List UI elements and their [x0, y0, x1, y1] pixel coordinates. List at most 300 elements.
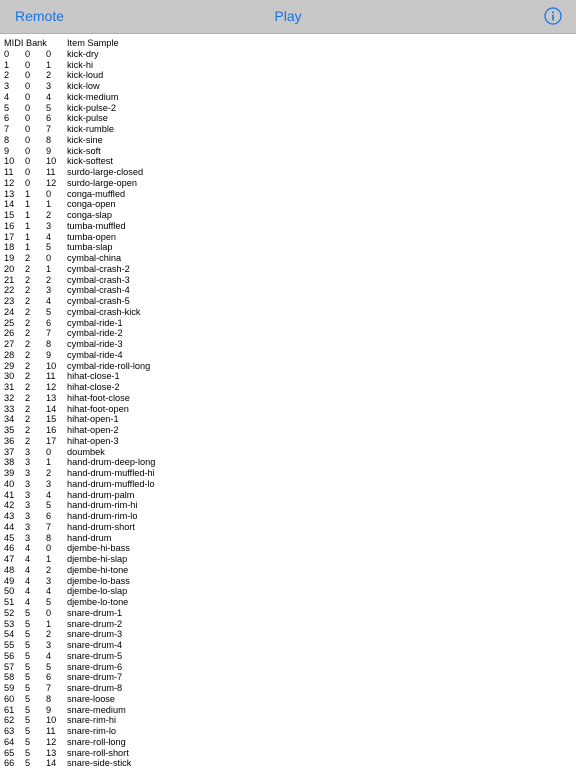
sample-cell: cymbal-crash-kick — [67, 306, 141, 317]
bank-cell: 0 — [25, 177, 31, 188]
sample-table — [0, 38, 576, 769]
sample-cell: kick-low — [67, 81, 100, 91]
table-row — [0, 339, 576, 350]
midi-cell: 46 — [4, 543, 15, 554]
midi-cell: 62 — [4, 715, 15, 726]
item-cell: 5 — [46, 661, 52, 672]
bank-cell: 4 — [25, 575, 31, 586]
table-row — [0, 672, 576, 683]
sample-cell: kick-pulse-2 — [67, 102, 117, 113]
bank-cell: 0 — [25, 124, 31, 134]
table-row — [0, 726, 576, 737]
table-row — [0, 60, 576, 71]
sample-cell: hand-drum-rim-lo — [67, 511, 138, 521]
item-cell: 2 — [46, 629, 52, 640]
table-row — [0, 307, 576, 318]
bank-cell: 0 — [25, 91, 31, 102]
bank-cell: 5 — [25, 629, 31, 640]
info-circle-icon[interactable] — [544, 7, 562, 25]
bank-cell: 0 — [25, 102, 31, 113]
bank-cell: 4 — [25, 597, 31, 607]
item-cell: 8 — [46, 693, 52, 704]
table-row — [0, 414, 576, 425]
table-row — [0, 221, 576, 232]
sample-cell: surdo-large-closed — [67, 167, 144, 177]
table-row — [0, 350, 576, 361]
sample-cell: conga-open — [67, 199, 116, 210]
sample-cell: kick-medium — [67, 91, 119, 102]
table-row — [0, 468, 576, 479]
sample-cell: doumbek — [67, 446, 105, 457]
midi-cell: 48 — [4, 564, 15, 575]
midi-cell: 6 — [4, 113, 10, 124]
sample-cell: cymbal-ride-roll-long — [67, 360, 151, 371]
table-row — [0, 210, 576, 221]
item-cell: 16 — [46, 425, 57, 435]
midi-cell: 8 — [4, 134, 10, 145]
bank-cell: 3 — [25, 489, 31, 500]
bank-cell: 1 — [25, 188, 31, 199]
bank-cell: 5 — [25, 747, 31, 758]
item-cell: 8 — [46, 134, 52, 145]
bank-cell: 2 — [25, 403, 31, 414]
table-row — [0, 511, 576, 522]
table-row — [0, 285, 576, 296]
table-row — [0, 758, 576, 769]
table-row — [0, 371, 576, 382]
item-cell: 0 — [46, 607, 52, 618]
midi-cell: 32 — [4, 392, 15, 403]
bank-cell: 3 — [25, 478, 31, 489]
bank-cell: 3 — [25, 521, 31, 532]
midi-cell: 11 — [4, 167, 14, 177]
item-cell: 4 — [46, 296, 52, 306]
sample-cell: snare-drum-8 — [67, 683, 123, 693]
bank-cell: 2 — [25, 296, 31, 306]
bank-cell: 3 — [25, 468, 31, 478]
table-rows — [0, 49, 576, 769]
midi-cell: 34 — [4, 414, 15, 425]
midi-cell: 10 — [4, 156, 15, 167]
midi-cell: 5 — [4, 102, 10, 113]
bank-cell: 1 — [25, 199, 31, 210]
item-cell: 0 — [46, 253, 52, 263]
midi-cell: 53 — [4, 618, 15, 629]
sample-cell: kick-softest — [67, 156, 113, 167]
midi-cell: 35 — [4, 425, 15, 435]
bank-cell: 5 — [25, 683, 31, 693]
table-row — [0, 103, 576, 114]
bank-cell: 5 — [25, 758, 31, 769]
midi-cell: 21 — [4, 274, 15, 285]
item-cell: 7 — [46, 328, 52, 339]
item-cell: 2 — [46, 274, 52, 285]
sample-cell: conga-muffled — [67, 188, 126, 199]
midi-cell: 17 — [4, 231, 15, 242]
sample-cell: cymbal-ride-2 — [67, 328, 123, 339]
table-row — [0, 275, 576, 286]
bank-cell: 2 — [25, 306, 31, 317]
sample-cell: snare-drum-6 — [67, 661, 123, 672]
sample-cell: hand-drum-deep-long — [67, 457, 156, 468]
table-row — [0, 425, 576, 436]
item-cell: 5 — [46, 242, 52, 253]
sample-cell: hihat-close-2 — [67, 382, 120, 392]
bank-cell: 5 — [25, 618, 31, 629]
table-row — [0, 436, 576, 447]
table-row — [0, 705, 576, 716]
item-cell: 12 — [46, 382, 57, 392]
table-row — [0, 189, 576, 200]
item-cell: 4 — [46, 586, 52, 597]
item-cell: 13 — [46, 392, 57, 403]
sample-cell: cymbal-ride-3 — [67, 339, 123, 349]
item-cell: 5 — [46, 306, 52, 317]
table-row — [0, 167, 576, 178]
table-row — [0, 135, 576, 146]
bank-cell: 3 — [25, 532, 31, 543]
midi-cell: 1 — [4, 59, 10, 70]
table-row — [0, 178, 576, 189]
navigation-bar — [0, 0, 576, 34]
table-row — [0, 404, 576, 415]
midi-cell: 18 — [4, 242, 15, 253]
bank-cell: 1 — [25, 231, 31, 242]
item-cell: 10 — [46, 715, 57, 726]
sample-cell: snare-drum-2 — [67, 618, 123, 629]
item-cell: 1 — [46, 263, 52, 274]
item-cell: 8 — [46, 532, 52, 543]
midi-cell: 66 — [4, 758, 15, 769]
table-row — [0, 253, 576, 264]
sample-cell: hihat-foot-open — [67, 403, 129, 414]
midi-cell: 49 — [4, 575, 15, 586]
table-row — [0, 242, 576, 253]
table-row — [0, 70, 576, 81]
item-cell: 5 — [46, 597, 52, 607]
bank-cell: 5 — [25, 726, 31, 736]
item-cell: 15 — [46, 414, 57, 425]
midi-cell: 58 — [4, 672, 15, 683]
item-cell: 1 — [46, 199, 52, 210]
bank-cell: 2 — [25, 274, 31, 285]
item-cell: 3 — [46, 220, 52, 231]
midi-cell: 38 — [4, 457, 15, 468]
midi-cell: 39 — [4, 468, 15, 478]
sample-cell: cymbal-ride-1 — [67, 317, 123, 328]
bank-cell: 5 — [25, 672, 31, 683]
table-row — [0, 694, 576, 705]
table-row — [0, 748, 576, 759]
midi-cell: 43 — [4, 511, 15, 521]
item-cell: 6 — [46, 511, 52, 521]
table-row — [0, 554, 576, 565]
bank-cell: 2 — [25, 349, 31, 360]
item-cell: 17 — [46, 435, 57, 446]
sample-cell: djembe-lo-slap — [67, 586, 128, 597]
bank-cell: 2 — [25, 317, 31, 328]
bank-cell: 3 — [25, 511, 31, 521]
table-row — [0, 479, 576, 490]
bank-cell: 0 — [25, 113, 31, 124]
sample-cell: djembe-hi-bass — [67, 543, 130, 554]
sample-cell: djembe-hi-tone — [67, 564, 129, 575]
header-midi-bank: MIDI Bank — [4, 38, 47, 48]
bank-cell: 1 — [25, 242, 31, 253]
item-cell: 10 — [46, 360, 57, 371]
bank-cell: 2 — [25, 360, 31, 371]
sample-cell: tumba-muffled — [67, 220, 126, 231]
sample-cell: kick-sine — [67, 134, 103, 145]
sample-cell: snare-rim-lo — [67, 726, 117, 736]
table-row — [0, 81, 576, 92]
midi-cell: 50 — [4, 586, 15, 597]
item-cell: 11 — [46, 371, 56, 382]
table-row — [0, 232, 576, 243]
item-cell: 0 — [46, 48, 52, 59]
sample-cell: kick-soft — [67, 145, 101, 156]
sample-cell: snare-medium — [67, 704, 126, 715]
sample-cell: tumba-open — [67, 231, 117, 242]
nav-title: Play — [274, 8, 302, 24]
table-row — [0, 500, 576, 511]
midi-cell: 57 — [4, 661, 15, 672]
item-cell: 1 — [46, 457, 52, 468]
sample-cell: hihat-close-1 — [67, 371, 120, 382]
midi-cell: 44 — [4, 521, 15, 532]
bank-cell: 0 — [25, 48, 31, 59]
item-cell: 3 — [46, 640, 52, 650]
item-cell: 6 — [46, 113, 52, 124]
midi-cell: 41 — [4, 489, 15, 500]
item-cell: 1 — [46, 618, 52, 629]
item-cell: 2 — [46, 70, 52, 81]
table-row — [0, 382, 576, 393]
table-row — [0, 361, 576, 372]
table-row — [0, 457, 576, 468]
table-row — [0, 597, 576, 608]
midi-cell: 9 — [4, 145, 10, 156]
midi-cell: 3 — [4, 81, 10, 91]
item-cell: 13 — [46, 747, 57, 758]
sample-cell: cymbal-ride-4 — [67, 349, 123, 360]
item-cell: 6 — [46, 317, 52, 328]
table-row — [0, 92, 576, 103]
midi-cell: 19 — [4, 253, 15, 263]
table-row — [0, 543, 576, 554]
midi-cell: 64 — [4, 736, 15, 747]
bank-cell: 2 — [25, 263, 31, 274]
table-row — [0, 586, 576, 597]
midi-cell: 16 — [4, 220, 15, 231]
item-cell: 4 — [46, 650, 52, 661]
midi-cell: 26 — [4, 328, 15, 339]
midi-cell: 31 — [4, 382, 15, 392]
sample-cell: cymbal-crash-5 — [67, 296, 130, 306]
item-cell: 1 — [46, 554, 52, 564]
sample-cell: snare-drum-4 — [67, 640, 123, 650]
midi-cell: 61 — [4, 704, 15, 715]
sample-cell: conga-slap — [67, 210, 112, 220]
table-row — [0, 264, 576, 275]
bank-cell: 2 — [25, 328, 31, 339]
bank-cell: 4 — [25, 564, 31, 575]
table-row — [0, 296, 576, 307]
bank-cell: 5 — [25, 640, 31, 650]
table-row — [0, 715, 576, 726]
table-row — [0, 447, 576, 458]
sample-cell: hand-drum-muffled-lo — [67, 478, 155, 489]
midi-cell: 30 — [4, 371, 15, 382]
midi-cell: 33 — [4, 403, 15, 414]
item-cell: 3 — [46, 478, 52, 489]
sample-cell: kick-rumble — [67, 124, 114, 134]
midi-cell: 28 — [4, 349, 15, 360]
midi-cell: 7 — [4, 124, 10, 134]
item-cell: 11 — [46, 726, 56, 736]
bank-cell: 4 — [25, 554, 31, 564]
bank-cell: 0 — [25, 156, 31, 167]
item-cell: 7 — [46, 683, 52, 693]
item-cell: 3 — [46, 285, 52, 296]
midi-cell: 55 — [4, 640, 15, 650]
midi-cell: 56 — [4, 650, 15, 661]
sample-cell: snare-drum-1 — [67, 607, 123, 618]
midi-cell: 0 — [4, 48, 10, 59]
midi-cell: 14 — [4, 199, 15, 210]
item-cell: 9 — [46, 349, 52, 360]
item-cell: 14 — [46, 403, 57, 414]
remote-button[interactable]: Remote — [15, 8, 65, 24]
item-cell: 12 — [46, 177, 57, 188]
item-cell: 7 — [46, 521, 52, 532]
bank-cell: 2 — [25, 392, 31, 403]
midi-cell: 12 — [4, 177, 15, 188]
bank-cell: 5 — [25, 715, 31, 726]
item-cell: 4 — [46, 91, 52, 102]
sample-cell: cymbal-china — [67, 253, 122, 263]
midi-cell: 59 — [4, 683, 15, 693]
item-cell: 0 — [46, 446, 52, 457]
table-row — [0, 619, 576, 630]
bank-cell: 5 — [25, 736, 31, 747]
sample-cell: hihat-open-2 — [67, 425, 119, 435]
sample-cell: djembe-lo-bass — [67, 575, 130, 586]
item-cell: 9 — [46, 145, 52, 156]
item-cell: 0 — [46, 543, 52, 554]
midi-cell: 36 — [4, 435, 15, 446]
item-cell: 3 — [46, 81, 52, 91]
bank-cell: 2 — [25, 371, 31, 382]
item-cell: 11 — [46, 167, 56, 177]
table-row — [0, 124, 576, 135]
sample-cell: snare-roll-long — [67, 736, 126, 747]
midi-cell: 52 — [4, 607, 15, 618]
sample-cell: hand-drum — [67, 532, 112, 543]
bank-cell: 0 — [25, 81, 31, 91]
sample-cell: hihat-open-1 — [67, 414, 119, 425]
midi-cell: 29 — [4, 360, 15, 371]
midi-cell: 4 — [4, 91, 10, 102]
table-row — [0, 608, 576, 619]
bank-cell: 1 — [25, 210, 31, 220]
item-cell: 4 — [46, 489, 52, 500]
table-row — [0, 49, 576, 60]
bank-cell: 2 — [25, 339, 31, 349]
table-row — [0, 662, 576, 673]
midi-cell: 27 — [4, 339, 15, 349]
bank-cell: 1 — [25, 220, 31, 231]
midi-cell: 51 — [4, 597, 15, 607]
midi-cell: 20 — [4, 263, 15, 274]
bank-cell: 2 — [25, 253, 31, 263]
bank-cell: 2 — [25, 435, 31, 446]
item-cell: 14 — [46, 758, 57, 769]
table-row — [0, 576, 576, 587]
table-row — [0, 565, 576, 576]
sample-cell: snare-loose — [67, 693, 116, 704]
bank-cell: 5 — [25, 607, 31, 618]
table-row — [0, 490, 576, 501]
midi-cell: 45 — [4, 532, 15, 543]
table-row — [0, 318, 576, 329]
bank-cell: 2 — [25, 425, 31, 435]
item-cell: 0 — [46, 188, 52, 199]
sample-cell: kick-hi — [67, 59, 94, 70]
table-row — [0, 533, 576, 544]
item-cell: 3 — [46, 575, 52, 586]
midi-cell: 40 — [4, 478, 15, 489]
midi-cell: 25 — [4, 317, 15, 328]
sample-cell: surdo-large-open — [67, 177, 137, 188]
bank-cell: 2 — [25, 285, 31, 296]
bank-cell: 0 — [25, 167, 31, 177]
midi-cell: 63 — [4, 726, 15, 736]
midi-cell: 42 — [4, 500, 15, 511]
bank-cell: 4 — [25, 543, 31, 554]
bank-cell: 5 — [25, 704, 31, 715]
table-row — [0, 522, 576, 533]
item-cell: 2 — [46, 564, 52, 575]
sample-cell: cymbal-crash-4 — [67, 285, 130, 296]
item-cell: 7 — [46, 124, 52, 134]
midi-cell: 2 — [4, 70, 10, 81]
header-item-sample: Item Sample — [67, 38, 119, 48]
sample-cell: kick-loud — [67, 70, 104, 81]
bank-cell: 5 — [25, 661, 31, 672]
midi-cell: 65 — [4, 747, 15, 758]
table-row — [0, 640, 576, 651]
midi-cell: 24 — [4, 306, 15, 317]
bank-cell: 3 — [25, 446, 31, 457]
bank-cell: 5 — [25, 650, 31, 661]
bank-cell: 5 — [25, 693, 31, 704]
table-row — [0, 156, 576, 167]
item-cell: 8 — [46, 339, 52, 349]
bank-cell: 0 — [25, 134, 31, 145]
sample-cell: hand-drum-rim-hi — [67, 500, 138, 511]
item-cell: 5 — [46, 102, 52, 113]
table-row — [0, 683, 576, 694]
table-row — [0, 629, 576, 640]
bank-cell: 3 — [25, 457, 31, 468]
table-header — [0, 38, 576, 49]
midi-cell: 22 — [4, 285, 15, 296]
table-row — [0, 651, 576, 662]
item-cell: 2 — [46, 210, 52, 220]
sample-cell: hand-drum-palm — [67, 489, 135, 500]
item-cell: 4 — [46, 231, 52, 242]
